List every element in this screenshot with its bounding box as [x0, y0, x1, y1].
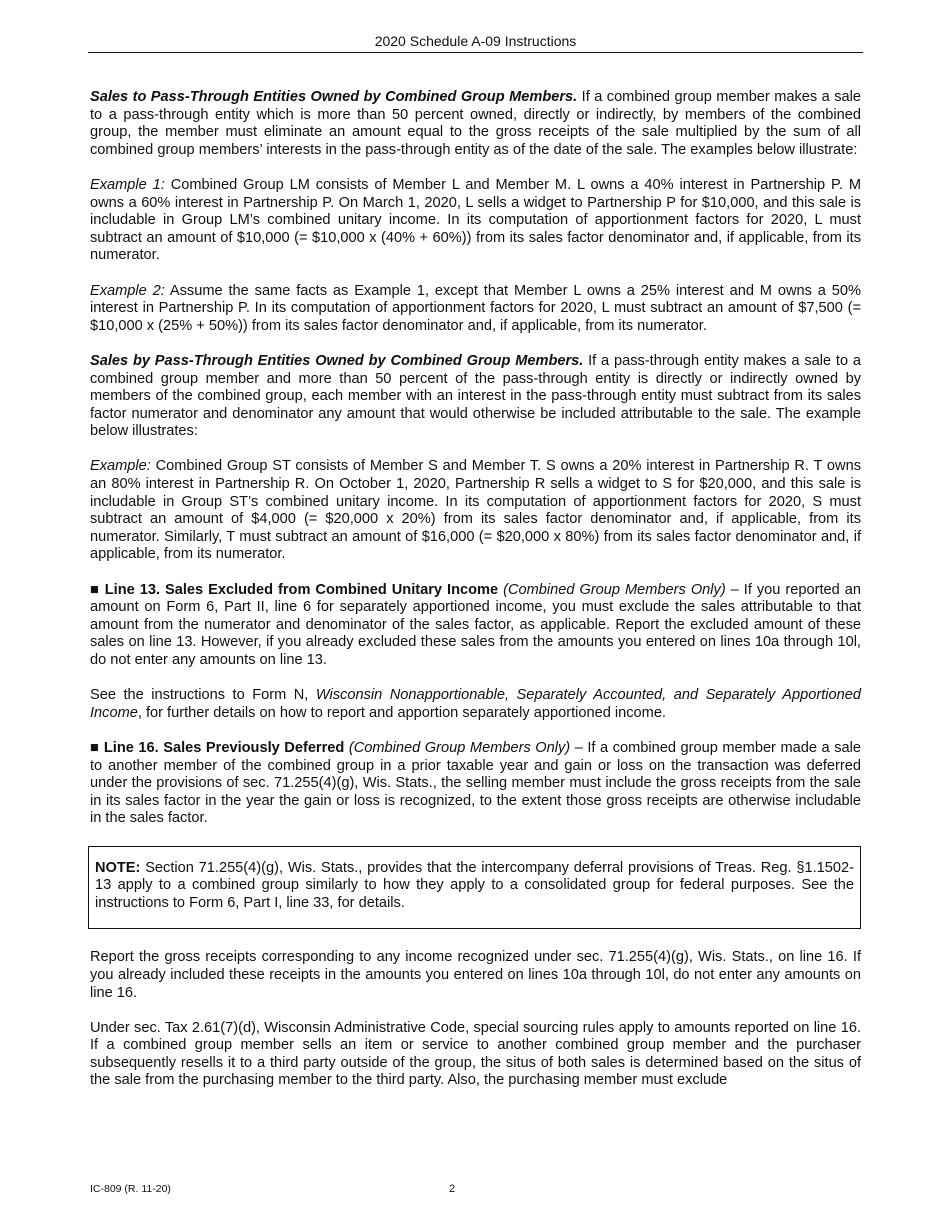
- instructions-body: [90, 89, 861, 1108]
- line-heading: Line 16. Sales Previously Deferred: [99, 739, 345, 756]
- line-13-instructions: ■ Line 13. Sales Excluded from Combined Unitary Income (Combined Group Members Only) – If you reported an amount on Form 6, Part II, line 6 for separately apportioned income, you must exclude the sales attributable to that amount from the numerator and denominator of the sales factor, as applicable. Report the excluded amount of these sales on line 13. However, if you already excluded these sales from the amounts you entered on lines 10a through 10l, do not enter any amounts on line 13.: [90, 581, 861, 668]
- form-title: Wisconsin Nonapportionable, Separately Accounted, and Separately Apportioned Income: [90, 687, 861, 721]
- line-qualifier: (Combined Group Members Only): [344, 739, 571, 756]
- report-paragraph: Report the gross receipts corresponding to any income recognized under sec. 71.255(4)(g), Wis. Stats., on line 16. If you already included these receipts in the amounts you entered on lines 10a through 10l, do not enter any amounts on line 16.: [90, 949, 861, 1001]
- example-st: Example: Combined Group ST consists of Member S and Member T. S owns a 20% interest in Partnership R. T owns an 80% interest in Partnership R. On October 1, 2020, Partnership R sells a widget to S for $20,000, and this sale is includable in Group ST’s combined unitary income. In its computation of apportionment factors for 2020, S must subtract an amount of $4,000 (= $20,000 x 20%) from its sales factor denominator and, if applicable, from its numerator. Similarly, T must subtract an amount of $16,000 (= $20,000 x 80%) from its sales factor denominator and, if applicable, from its numerator.: [90, 458, 861, 563]
- page-header: 2020 Schedule A-09 Instructions: [88, 33, 863, 53]
- form-id: IC-809 (R. 11-20): [90, 1183, 171, 1195]
- paragraph-sales-by-pass-through: Sales by Pass-Through Entities Owned by Combined Group Members. If a pass-through entity makes a sale to a combined group member and more than 50 percent of the pass-through entity is directly or indirectly owned by members of the combined group, each member with an interest in the pass-through entity must subtract from its sales factor numerator and denominator any amount that would otherwise be included attributable to the sale. The example below illustrates:: [90, 352, 861, 440]
- example-label: Example 2:: [90, 282, 165, 299]
- example-label: Example 1:: [90, 176, 165, 193]
- note-box: NOTE: Section 71.255(4)(g), Wis. Stats., provides that the intercompany deferral provisions of Treas. Reg. §1.1502-13 apply to a combined group similarly to how they apply to a consolidated group for federal purposes. See the instructions to Form 6, Part I, line 33, for details.: [88, 846, 861, 930]
- line-16-instructions: ■ Line 16. Sales Previously Deferred (Combined Group Members Only) – If a combined group member made a sale to another member of the combined group in a prior taxable year and gain or loss on the transaction was deferred under the provisions of sec. 71.255(4)(g), Wis. Stats., the selling member must include the gross receipts from the sale in its sales factor in the year the gain or loss is recognized, to the extent those gross receipts are otherwise includable in the sales factor.: [90, 739, 861, 827]
- example-label: Example:: [90, 458, 151, 475]
- line-heading: Line 13. Sales Excluded from Combined Unitary Income: [99, 581, 499, 598]
- page-number: 2: [449, 1183, 456, 1195]
- example-2: Example 2: Assume the same facts as Example 1, except that Member L owns a 25% interest and M owns a 50% interest in Partnership P. In its computation of apportionment factors for 2020, L must subtract an amount of $7,500 (= $10,000 x (25% + 50%)) from its sales factor denominator and, if applicable, from its numerator.: [90, 282, 861, 334]
- example-1: Example 1: Combined Group LM consists of Member L and Member M. L owns a 40% interest in Partnership P. M owns a 60% interest in Partnership P. On March 1, 2020, L sells a widget to Partnership P for $10,000, and this sale is includable in Group LM’s combined unitary income. In its computation of apportionment factors for 2020, L must subtract an amount of $10,000 (= $10,000 x (40% + 60%)) from its sales factor denominator and, if applicable, from its numerator.: [90, 176, 861, 264]
- bullet-square-icon: ■: [90, 581, 100, 598]
- section-heading: Sales to Pass-Through Entities Owned by Combined Group Members.: [90, 89, 578, 105]
- line-qualifier: (Combined Group Members Only): [498, 581, 726, 598]
- sourcing-rules-paragraph: Under sec. Tax 2.61(7)(d), Wisconsin Administrative Code, special sourcing rules apply to amounts reported on line 16. If a combined group member sells an item or service to another combined group member and the purchaser subsequently resells it to a third party outside of the group, the situs of both sales is determined based on the situs of the sale from the purchasing member to the third party. Also, the purchasing member must exclude: [90, 1019, 861, 1089]
- note-label: NOTE:: [95, 859, 141, 876]
- section-heading: Sales by Pass-Through Entities Owned by Combined Group Members.: [90, 352, 584, 369]
- paragraph-sales-to-pass-through: Sales to Pass-Through Entities Owned by Combined Group Members. If a combined group member makes a sale to a pass-through entity which is more than 50 percent owned, directly or indirectly, by members of the combined group, the member must eliminate an amount equal to the gross receipts of the sale multiplied by the sum of all combined group members’ interests in the pass-through entity as of the date of the sale. The examples below illustrate:: [90, 89, 861, 158]
- form-n-reference: See the instructions to Form N, Wisconsin Nonapportionable, Separately Accounted, and Separately Apportioned Income, for further details on how to report and apportion separately apportioned income.: [90, 687, 861, 721]
- bullet-square-icon: ■: [90, 739, 100, 756]
